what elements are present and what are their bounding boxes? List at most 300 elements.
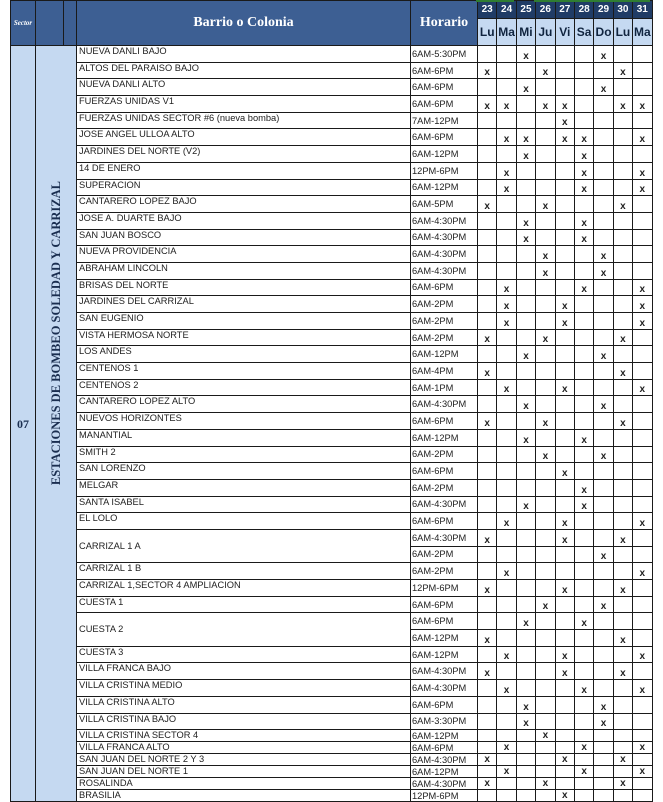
service-mark: x (516, 713, 535, 730)
service-mark: x (633, 179, 652, 196)
empty-cell (613, 246, 632, 263)
empty-cell (536, 363, 555, 380)
empty-cell (516, 196, 535, 213)
empty-cell (516, 479, 535, 496)
service-mark: x (633, 766, 652, 778)
empty-cell (613, 563, 632, 580)
empty-cell (633, 246, 652, 263)
horario-cell: 6AM-4:30PM (411, 396, 478, 413)
empty-cell (613, 229, 632, 246)
horario-cell: 6AM-12PM (411, 630, 478, 647)
empty-cell (555, 479, 574, 496)
empty-cell (536, 513, 555, 530)
empty-cell (497, 613, 516, 630)
empty-cell (497, 580, 516, 597)
table-row (11, 196, 653, 213)
service-mark: x (594, 546, 613, 563)
empty-cell (478, 463, 497, 480)
table-row (11, 296, 653, 313)
service-mark: x (555, 580, 574, 597)
empty-cell (478, 742, 497, 754)
empty-cell (574, 363, 593, 380)
empty-cell (574, 580, 593, 597)
service-mark: x (574, 496, 593, 513)
empty-cell (594, 379, 613, 396)
table-row (11, 62, 653, 79)
empty-cell (555, 179, 574, 196)
empty-cell (594, 513, 613, 530)
empty-cell (613, 766, 632, 778)
empty-cell (613, 346, 632, 363)
barrio-name: NUEVA DANLI ALTO (77, 79, 411, 96)
empty-cell (516, 162, 535, 179)
table-row (11, 463, 653, 480)
empty-cell (536, 742, 555, 754)
empty-cell (594, 62, 613, 79)
empty-cell (536, 663, 555, 680)
date-header-29: 29 (594, 1, 613, 19)
empty-cell (594, 279, 613, 296)
empty-cell (536, 613, 555, 630)
table-row (11, 346, 653, 363)
empty-cell (613, 212, 632, 229)
empty-cell (613, 79, 632, 96)
empty-cell (497, 46, 516, 63)
service-mark: x (574, 212, 593, 229)
empty-cell (536, 379, 555, 396)
empty-cell (478, 179, 497, 196)
horario-cell: 6AM-6PM (411, 413, 478, 430)
service-mark: x (497, 129, 516, 146)
barrio-name: CARRIZAL 1 B (77, 563, 411, 580)
empty-cell (633, 146, 652, 163)
empty-cell (478, 596, 497, 613)
empty-cell (594, 630, 613, 647)
table-row (11, 529, 653, 546)
barrio-name: ROSALINDA (77, 778, 411, 790)
service-mark: x (497, 279, 516, 296)
empty-cell (633, 778, 652, 790)
horario-cell: 12PM-6PM (411, 790, 478, 802)
blank-header (36, 1, 64, 46)
horario-cell: 6AM-12PM (411, 179, 478, 196)
empty-cell (516, 296, 535, 313)
empty-cell (478, 563, 497, 580)
service-mark: x (574, 279, 593, 296)
empty-cell (613, 446, 632, 463)
table-row (11, 778, 653, 790)
horario-cell: 6AM-2PM (411, 479, 478, 496)
day-header-31: Ma (633, 19, 652, 46)
day-header-26: Ju (536, 19, 555, 46)
empty-cell (633, 446, 652, 463)
service-mark: x (574, 179, 593, 196)
horario-cell: 6AM-4:30PM (411, 262, 478, 279)
horario-cell: 6AM-4:30PM (411, 229, 478, 246)
empty-cell (478, 613, 497, 630)
horario-cell: 6AM-4:30PM (411, 496, 478, 513)
horario-cell: 6AM-12PM (411, 646, 478, 663)
service-mark: x (633, 646, 652, 663)
service-mark: x (613, 630, 632, 647)
empty-cell (478, 79, 497, 96)
empty-cell (478, 496, 497, 513)
sector-cell (11, 46, 36, 802)
table-row (11, 279, 653, 296)
empty-cell (613, 513, 632, 530)
empty-cell (536, 646, 555, 663)
service-mark: x (613, 413, 632, 430)
barrio-name: ALTOS DEL PARAISO BAJO (77, 62, 411, 79)
service-mark: x (574, 766, 593, 778)
empty-cell (633, 663, 652, 680)
empty-cell (574, 296, 593, 313)
empty-cell (478, 112, 497, 129)
horario-cell: 6AM-12PM (411, 146, 478, 163)
service-mark: x (555, 790, 574, 802)
service-mark: x (478, 529, 497, 546)
service-mark: x (555, 296, 574, 313)
service-mark: x (478, 663, 497, 680)
service-mark: x (594, 596, 613, 613)
empty-cell (555, 262, 574, 279)
empty-cell (497, 496, 516, 513)
date-header-25: 25 (516, 1, 535, 19)
empty-cell (555, 613, 574, 630)
barrio-name: NUEVA DANLI BAJO (77, 46, 411, 63)
service-mark: x (478, 580, 497, 597)
empty-cell (574, 112, 593, 129)
empty-cell (497, 479, 516, 496)
empty-cell (478, 262, 497, 279)
service-mark: x (536, 196, 555, 213)
empty-cell (555, 496, 574, 513)
table-row (11, 413, 653, 430)
empty-cell (594, 146, 613, 163)
barrio-name: VILLA FRANCA BAJO (77, 663, 411, 680)
empty-cell (536, 496, 555, 513)
service-mark: x (594, 246, 613, 263)
empty-cell (478, 212, 497, 229)
empty-cell (594, 646, 613, 663)
empty-cell (594, 196, 613, 213)
service-mark: x (613, 778, 632, 790)
horario-cell: 6AM-4:30PM (411, 754, 478, 766)
empty-cell (574, 46, 593, 63)
empty-cell (574, 713, 593, 730)
empty-cell (633, 713, 652, 730)
empty-cell (478, 279, 497, 296)
empty-cell (536, 212, 555, 229)
empty-cell (536, 112, 555, 129)
empty-cell (613, 179, 632, 196)
empty-cell (497, 429, 516, 446)
horario-cell: 6AM-4:30PM (411, 663, 478, 680)
barrio-header: Barrio o Colonia (77, 1, 411, 46)
date-header-28: 28 (574, 1, 593, 19)
service-mark: x (574, 162, 593, 179)
horario-cell: 6AM-2PM (411, 296, 478, 313)
empty-cell (536, 463, 555, 480)
empty-cell (613, 379, 632, 396)
empty-cell (536, 479, 555, 496)
service-mark: x (478, 196, 497, 213)
empty-cell (516, 563, 535, 580)
table-row (11, 246, 653, 263)
horario-cell: 6AM-2PM (411, 446, 478, 463)
empty-cell (516, 62, 535, 79)
service-mark: x (536, 730, 555, 742)
service-mark: x (555, 529, 574, 546)
empty-cell (574, 596, 593, 613)
empty-cell (497, 329, 516, 346)
empty-cell (478, 546, 497, 563)
empty-cell (497, 446, 516, 463)
empty-cell (574, 696, 593, 713)
horario-cell: 6AM-6PM (411, 596, 478, 613)
service-mark: x (536, 329, 555, 346)
empty-cell (613, 429, 632, 446)
service-mark: x (555, 513, 574, 530)
empty-cell (633, 696, 652, 713)
empty-cell (555, 766, 574, 778)
empty-cell (497, 463, 516, 480)
date-header-23: 23 (478, 1, 497, 19)
empty-cell (594, 179, 613, 196)
service-mark: x (574, 680, 593, 697)
service-mark: x (555, 96, 574, 113)
empty-cell (497, 713, 516, 730)
empty-cell (555, 696, 574, 713)
empty-cell (478, 429, 497, 446)
empty-cell (516, 546, 535, 563)
table-row (11, 329, 653, 346)
empty-cell (574, 513, 593, 530)
empty-cell (536, 429, 555, 446)
empty-cell (478, 246, 497, 263)
empty-cell (613, 680, 632, 697)
empty-cell (536, 766, 555, 778)
empty-cell (633, 262, 652, 279)
empty-cell (536, 713, 555, 730)
empty-cell (555, 146, 574, 163)
barrio-name: SAN LORENZO (77, 463, 411, 480)
service-mark: x (574, 229, 593, 246)
service-mark: x (497, 646, 516, 663)
barrio-name: JARDINES DEL NORTE (V2) (77, 146, 411, 163)
header-accent-line (534, 0, 650, 2)
barrio-name: VILLA CRISTINA ALTO (77, 696, 411, 713)
service-mark: x (555, 313, 574, 330)
service-mark: x (536, 596, 555, 613)
service-mark: x (613, 529, 632, 546)
empty-cell (613, 162, 632, 179)
service-mark: x (497, 563, 516, 580)
empty-cell (536, 279, 555, 296)
empty-cell (516, 513, 535, 530)
service-mark: x (594, 346, 613, 363)
barrio-name: CENTENOS 1 (77, 363, 411, 380)
empty-cell (497, 112, 516, 129)
table-row (11, 613, 653, 630)
table-row (11, 742, 653, 754)
service-mark: x (478, 329, 497, 346)
empty-cell (633, 212, 652, 229)
empty-cell (555, 713, 574, 730)
horario-cell: 6AM-2PM (411, 563, 478, 580)
horario-cell: 6AM-6PM (411, 79, 478, 96)
service-mark: x (516, 146, 535, 163)
empty-cell (555, 162, 574, 179)
empty-cell (633, 429, 652, 446)
empty-cell (574, 96, 593, 113)
table-row (11, 79, 653, 96)
table-row (11, 663, 653, 680)
empty-cell (536, 630, 555, 647)
empty-cell (516, 766, 535, 778)
empty-cell (478, 730, 497, 742)
empty-cell (536, 146, 555, 163)
empty-cell (497, 730, 516, 742)
barrio-name: VILLA CRISTINA BAJO (77, 713, 411, 730)
horario-cell: 6AM-6PM (411, 129, 478, 146)
barrio-name: MELGAR (77, 479, 411, 496)
barrio-name: SMITH 2 (77, 446, 411, 463)
barrio-name: ABRAHAM LINCOLN (77, 262, 411, 279)
empty-cell (594, 479, 613, 496)
service-mark: x (497, 742, 516, 754)
empty-cell (574, 730, 593, 742)
empty-cell (555, 46, 574, 63)
empty-cell (613, 396, 632, 413)
empty-cell (574, 754, 593, 766)
barrio-name: FUERZAS UNIDAS V1 (77, 96, 411, 113)
empty-cell (516, 179, 535, 196)
empty-cell (536, 580, 555, 597)
empty-cell (633, 112, 652, 129)
empty-cell (555, 62, 574, 79)
barrio-name: VILLA CRISTINA MEDIO (77, 680, 411, 697)
barrio-name: VILLA FRANCA ALTO (77, 742, 411, 754)
empty-cell (594, 296, 613, 313)
horario-cell: 6AM-12PM (411, 730, 478, 742)
service-mark: x (574, 742, 593, 754)
service-mark: x (613, 62, 632, 79)
empty-cell (633, 754, 652, 766)
empty-cell (536, 162, 555, 179)
empty-cell (497, 346, 516, 363)
empty-cell (555, 396, 574, 413)
sector-number: 07 (17, 416, 29, 431)
empty-cell (594, 463, 613, 480)
service-mark: x (516, 79, 535, 96)
service-mark: x (594, 713, 613, 730)
service-mark: x (516, 46, 535, 63)
barrio-name: NUEVOS HORIZONTES (77, 413, 411, 430)
empty-cell (497, 596, 516, 613)
service-mark: x (555, 646, 574, 663)
empty-cell (536, 696, 555, 713)
empty-cell (594, 229, 613, 246)
service-mark: x (497, 766, 516, 778)
empty-cell (574, 396, 593, 413)
empty-cell (555, 630, 574, 647)
empty-cell (594, 680, 613, 697)
table-row (11, 96, 653, 113)
empty-cell (574, 446, 593, 463)
service-mark: x (497, 513, 516, 530)
empty-cell (613, 742, 632, 754)
empty-cell (478, 346, 497, 363)
empty-cell (536, 680, 555, 697)
empty-cell (478, 479, 497, 496)
empty-cell (613, 112, 632, 129)
empty-cell (574, 196, 593, 213)
empty-cell (516, 630, 535, 647)
barrio-name: BRISAS DEL NORTE (77, 279, 411, 296)
empty-cell (478, 766, 497, 778)
empty-cell (536, 179, 555, 196)
table-row (11, 713, 653, 730)
horario-cell: 12PM-6PM (411, 580, 478, 597)
empty-cell (594, 413, 613, 430)
date-header-30: 30 (613, 1, 632, 19)
empty-cell (594, 754, 613, 766)
empty-cell (555, 229, 574, 246)
service-mark: x (613, 329, 632, 346)
empty-cell (516, 363, 535, 380)
service-mark: x (497, 179, 516, 196)
empty-cell (555, 212, 574, 229)
table-row (11, 754, 653, 766)
service-mark: x (613, 196, 632, 213)
table-row (11, 696, 653, 713)
service-mark: x (516, 212, 535, 229)
service-mark: x (516, 496, 535, 513)
service-mark: x (594, 262, 613, 279)
empty-cell (516, 112, 535, 129)
empty-cell (633, 229, 652, 246)
service-mark: x (516, 696, 535, 713)
service-mark: x (633, 96, 652, 113)
empty-cell (555, 730, 574, 742)
service-mark: x (478, 754, 497, 766)
empty-cell (574, 646, 593, 663)
header-accent-line (476, 0, 514, 2)
table-row (11, 496, 653, 513)
barrio-name: CUESTA 1 (77, 596, 411, 613)
empty-cell (555, 79, 574, 96)
empty-cell (594, 613, 613, 630)
empty-cell (555, 346, 574, 363)
empty-cell (516, 680, 535, 697)
empty-cell (497, 663, 516, 680)
horario-cell: 6AM-5:30PM (411, 46, 478, 63)
empty-cell (574, 630, 593, 647)
empty-cell (536, 229, 555, 246)
service-mark: x (633, 296, 652, 313)
service-mark: x (594, 396, 613, 413)
service-mark: x (516, 396, 535, 413)
empty-cell (478, 446, 497, 463)
empty-cell (613, 279, 632, 296)
empty-cell (613, 479, 632, 496)
service-mark: x (574, 129, 593, 146)
service-mark: x (613, 363, 632, 380)
horario-cell: 7AM-12PM (411, 112, 478, 129)
empty-cell (594, 529, 613, 546)
horario-cell: 6AM-6PM (411, 513, 478, 530)
